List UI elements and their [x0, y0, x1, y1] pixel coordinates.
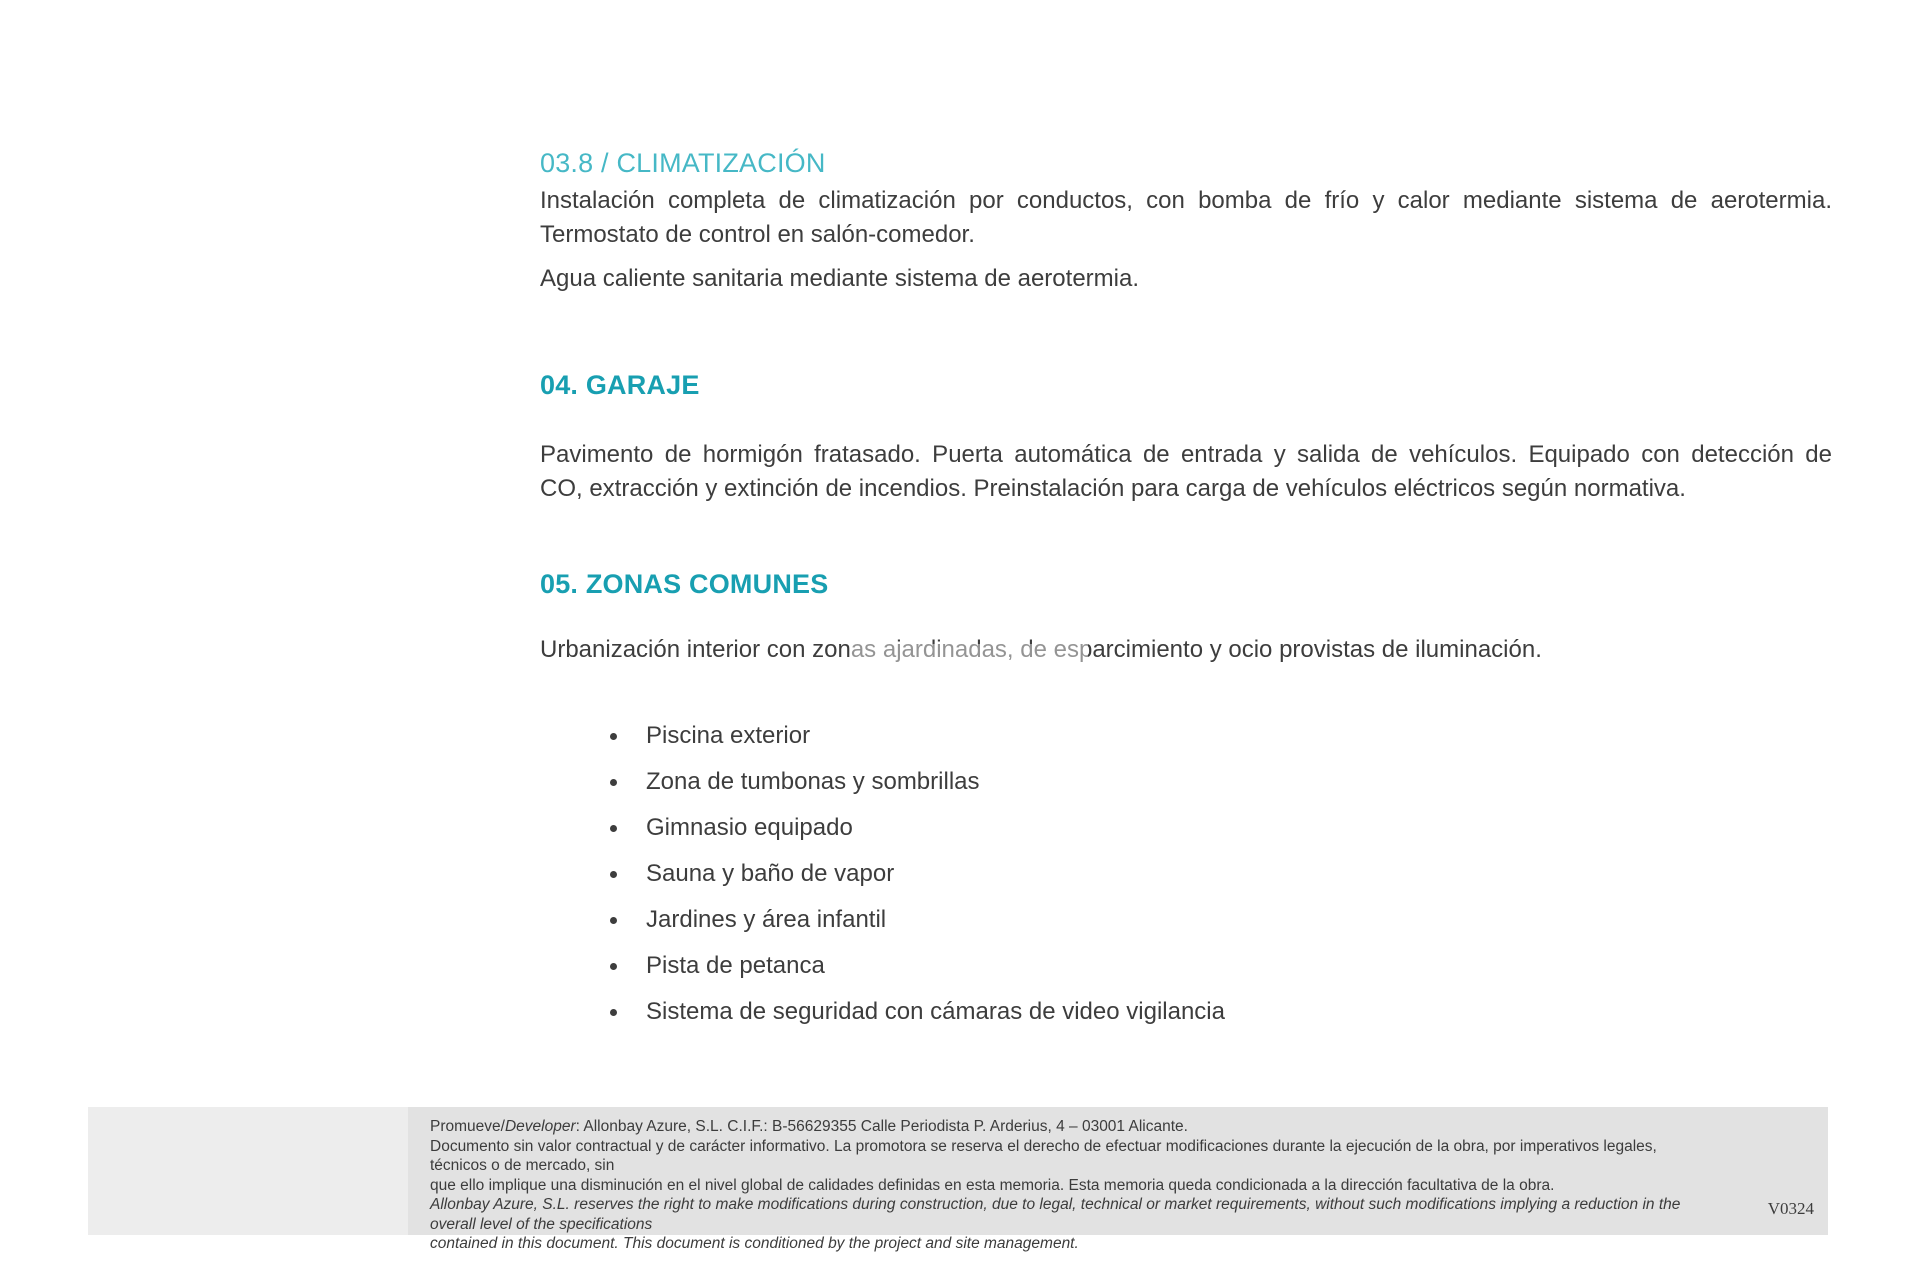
footer-legal-bar	[88, 1107, 1828, 1252]
paragraph-line: Instalación completa de climatización por conductos, con bomba de frío y calor mediante sistema de aerotermia.	[540, 187, 1832, 214]
paragraph-garaje	[540, 438, 1832, 506]
bullet-item	[540, 805, 1832, 851]
footer-line-disclaimer-en-2: contained in this document. This document is conditioned by the project and site management.	[430, 1235, 1079, 1252]
section-heading-zonas-comunes: 05. ZONAS COMUNES	[540, 569, 829, 599]
bullet-item	[540, 897, 1832, 943]
bullet-item-label: Zona de tumbonas y sombrillas	[646, 768, 980, 795]
bullet-item-label: Gimnasio equipado	[646, 814, 853, 841]
paragraph-climatizacion-1	[540, 184, 1832, 252]
bullet-item-label: Piscina exterior	[646, 722, 811, 749]
bullet-icon	[610, 733, 617, 740]
footer-line-disclaimer-es-1: Documento sin valor contractual y de carácter informativo. La promotora se reserva el derecho de efectuar modificaciones durante la ejecución de la obra, por imperativos legales, técnicos o de mercado, sin	[430, 1137, 1657, 1174]
paragraph-line: Agua caliente sanitaria mediante sistema de aerotermia.	[540, 265, 1139, 292]
amenities-bullet-list	[540, 713, 1832, 1035]
bullet-item-label: Sauna y baño de vapor	[646, 860, 895, 887]
section-heading-garaje: 04. GARAJE	[540, 370, 700, 400]
paragraph-line: CO, extracción y extinción de incendios. Preinstalación para carga de vehículos eléctricos según normativa.	[540, 475, 1686, 502]
bullet-icon	[610, 963, 617, 970]
bullet-item	[540, 989, 1832, 1035]
bullet-item	[540, 759, 1832, 805]
bullet-icon	[610, 917, 617, 924]
paragraph-climatizacion-2	[540, 262, 1832, 296]
bullet-item	[540, 713, 1832, 759]
bullet-item-label: Sistema de seguridad con cámaras de video vigilancia	[646, 998, 1225, 1025]
footer-left-panel	[88, 1107, 408, 1235]
version-code: V0324	[1767, 1199, 1814, 1218]
paragraph-line: Termostato de control en salón-comedor.	[540, 221, 975, 248]
bullet-item-label: Pista de petanca	[646, 952, 825, 979]
bullet-item	[540, 851, 1832, 897]
bullet-icon	[610, 871, 617, 878]
bullet-item	[540, 943, 1832, 989]
paragraph-line: Urbanización interior con zonas ajardinadas, de esparcimiento y ocio provistas de iluminación.	[540, 636, 1542, 663]
bullet-icon	[610, 1009, 617, 1016]
paragraph-zonas-comunes	[540, 633, 1832, 667]
footer-line-disclaimer-es-2: que ello implique una disminución en el nivel global de calidades definidas en esta memoria. Esta memoria queda condicionada a la dirección facultativa de la obra.	[430, 1176, 1555, 1194]
paragraph-line: Pavimento de hormigón fratasado. Puerta automática de entrada y salida de vehículos. Equipado con detección de	[540, 441, 1832, 468]
footer-line-disclaimer-en-1: Allonbay Azure, S.L. reserves the right to make modifications during construction, due to legal, technical or market requirements, without such modifications implying a reduction in the overall level of the specifications	[430, 1196, 1681, 1233]
bullet-icon	[610, 825, 617, 832]
section-heading-climatizacion: 03.8 / CLIMATIZACIÓN	[540, 148, 826, 178]
footer-line-promoter: Promueve/Developer: Allonbay Azure, S.L. C.I.F.: B-56629355 Calle Periodista P. Arderius, 4 – 03001 Alicante.	[430, 1118, 1188, 1135]
footer-legal-text	[430, 1117, 1690, 1254]
bullet-item-label: Jardines y área infantil	[646, 906, 887, 933]
bullet-icon	[610, 779, 617, 786]
